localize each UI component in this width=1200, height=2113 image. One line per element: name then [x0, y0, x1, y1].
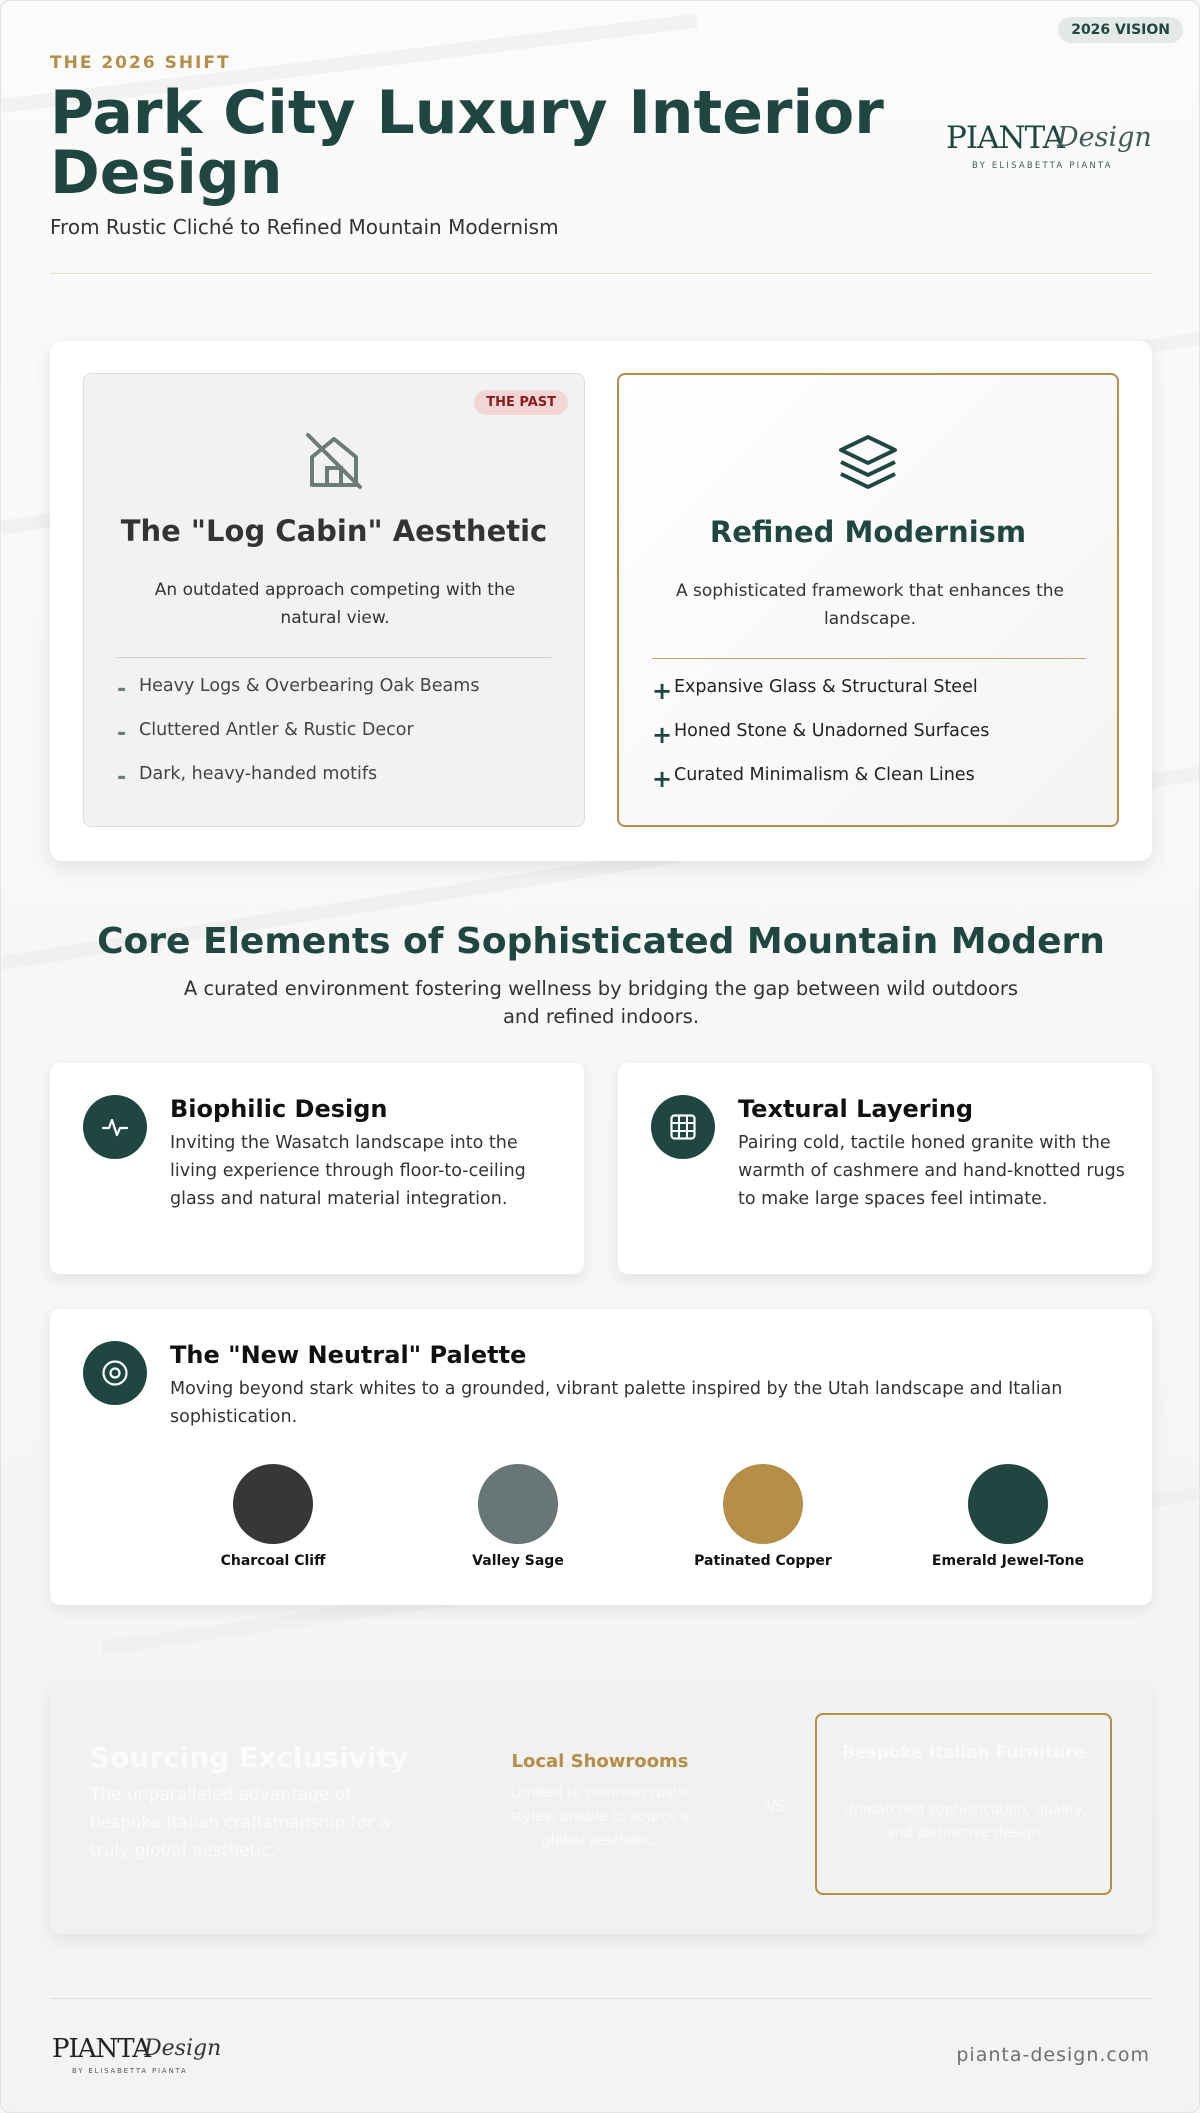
vision-badge: 2026 VISION: [1058, 17, 1183, 43]
list-item: [652, 675, 1092, 719]
modern-list: [652, 675, 1092, 807]
page-subtitle: From Rustic Cliché to Refined Mountain Modernism: [50, 215, 559, 239]
list-item-label: Heavy Logs & Overbearing Oak Beams: [139, 676, 480, 696]
modern-panel: [617, 373, 1119, 827]
logo-word: PIANTA: [52, 2034, 150, 2064]
list-item-label: Curated Minimalism & Clean Lines: [674, 765, 975, 785]
logo-script: Design: [1057, 122, 1152, 153]
swatch-label: Valley Sage: [472, 1553, 564, 1569]
list-item: [117, 674, 557, 718]
bespoke-text: Unmatched sophistication, quality, and distinctive design.: [843, 1802, 1088, 1841]
modern-description: A sophisticated framework that enhances the landscape.: [676, 581, 1064, 629]
local-showrooms-text: Limited to common rustic styles; unable to source a global aesthetic.: [509, 1785, 691, 1849]
sourcing-title: Sourcing Exclusivity: [90, 1741, 409, 1774]
biophilic-text: Inviting the Wasatch landscape into the living experience through floor-to-ceiling glass and natural material integration.: [170, 1133, 526, 1209]
comparison-card: [50, 341, 1152, 861]
plus-icon: +: [652, 765, 673, 793]
logo-tagline: BY ELISABETTA PIANTA: [972, 161, 1113, 171]
logo-script: Design: [144, 2036, 222, 2061]
swatch-sage: [478, 1464, 558, 1544]
section-subtitle: A curated environment fostering wellness by bridging the gap between wild outdoors and refined indoors.: [183, 977, 1019, 1028]
past-list: [117, 674, 557, 806]
header-divider: [50, 273, 1152, 274]
palette-text: Moving beyond stark whites to a grounded, vibrant palette inspired by the Utah landscape and Italian sophistication.: [170, 1379, 1063, 1427]
swatch-label: Patinated Copper: [694, 1553, 832, 1569]
list-item-label: Dark, heavy-handed motifs: [139, 764, 378, 784]
swatch-emerald: [968, 1464, 1048, 1544]
crossed-house-icon: [303, 430, 365, 492]
footer-logo: [50, 2027, 230, 2077]
list-item-label: Cluttered Antler & Rustic Decor: [139, 720, 414, 740]
palette-title: The "New Neutral" Palette: [170, 1341, 527, 1369]
list-item-label: Honed Stone & Unadorned Surfaces: [674, 721, 990, 741]
footer-divider: [50, 1998, 1152, 1999]
swatch-charcoal: [233, 1464, 313, 1544]
icon-circle: [651, 1095, 715, 1159]
plus-icon: +: [652, 677, 673, 705]
section-title: Core Elements of Sophisticated Mountain Modern: [97, 921, 1105, 962]
plus-icon: +: [652, 721, 673, 749]
target-icon: [101, 1359, 129, 1387]
list-item: [652, 763, 1092, 807]
swatch-copper: [723, 1464, 803, 1544]
brand-logo: [944, 113, 1154, 173]
past-divider: [117, 657, 551, 658]
website-link[interactable]: pianta-design.com: [956, 2044, 1150, 2066]
icon-circle: [83, 1341, 147, 1405]
palette-card: [50, 1309, 1152, 1605]
list-item: [652, 719, 1092, 763]
modern-divider: [652, 658, 1086, 659]
list-item: [117, 718, 557, 762]
minus-icon: -: [117, 721, 127, 746]
past-title: The "Log Cabin" Aesthetic: [120, 514, 548, 548]
textural-text: Pairing cold, tactile honed granite with the warmth of cashmere and hand-knotted rugs to make large spaces feel intimate.: [738, 1133, 1125, 1209]
bespoke-title: Bespoke Italian Furniture: [841, 1743, 1086, 1763]
textural-card: [618, 1063, 1152, 1274]
local-showrooms-title: Local Showrooms: [511, 1751, 689, 1772]
icon-circle: [83, 1095, 147, 1159]
eyebrow: THE 2026 SHIFT: [50, 53, 231, 73]
versus-label: VS.: [766, 1797, 791, 1815]
grid-icon: [669, 1113, 697, 1141]
sourcing-card: [50, 1681, 1152, 1934]
sourcing-text: The unparalleled advantage of bespoke Italian craftsmanship for a truly global aesthetic.: [90, 1785, 390, 1861]
past-badge: THE PAST: [474, 390, 568, 415]
modern-title: Refined Modernism: [709, 515, 1027, 549]
page-title: Park City Luxury Interior Design: [50, 78, 884, 208]
minus-icon: -: [117, 765, 127, 790]
biophilic-card: [50, 1063, 584, 1274]
logo-tagline: BY ELISABETTA PIANTA: [72, 2067, 188, 2075]
list-item: [117, 762, 557, 806]
biophilic-title: Biophilic Design: [170, 1095, 388, 1123]
past-panel: [83, 373, 585, 827]
logo-word: PIANTA: [946, 120, 1064, 156]
swatch-label: Charcoal Cliff: [220, 1553, 326, 1569]
textural-title: Textural Layering: [738, 1095, 974, 1123]
list-item-label: Expansive Glass & Structural Steel: [674, 677, 978, 697]
past-description: An outdated approach competing with the natural view.: [154, 580, 516, 628]
swatch-label: Emerald Jewel-Tone: [931, 1553, 1085, 1569]
bespoke-box: [815, 1713, 1112, 1895]
pulse-icon: [101, 1113, 129, 1141]
layers-icon: [837, 431, 899, 493]
minus-icon: -: [117, 677, 127, 702]
